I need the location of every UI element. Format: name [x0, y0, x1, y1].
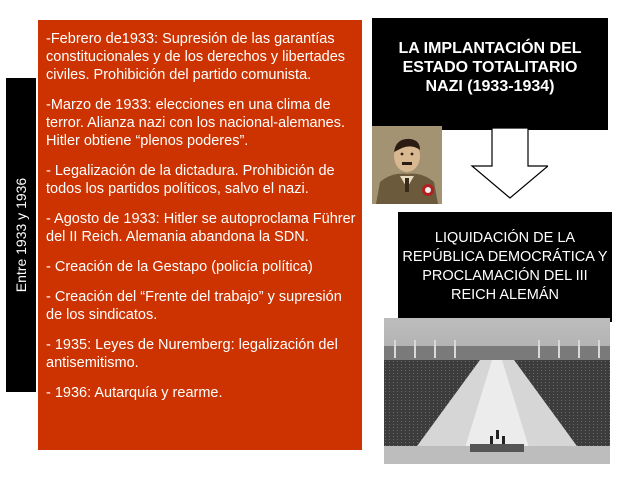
- portrait-illustration: [372, 126, 442, 204]
- events-panel: [38, 20, 362, 450]
- event-item: -Marzo de 1933: elecciones en una clima de terror. Alianza nazi con los nacional-alemanes. Hitler obtiene “plenos poderes”.: [46, 97, 346, 149]
- page-title: LA IMPLANTACIÓN DEL ESTADO TOTALITARIO NAZI (1933-1934): [398, 39, 582, 95]
- down-arrow-icon: [468, 110, 548, 200]
- rally-photo: [384, 318, 610, 464]
- portrait-photo: [372, 126, 442, 204]
- rally-illustration: [384, 318, 610, 464]
- event-item: - Agosto de 1933: Hitler se autoproclama Führer del II Reich. Alemania abandona la SDN.: [46, 211, 356, 245]
- result-text: LIQUIDACIÓN DE LA REPÚBLICA DEMOCRÁTICA Y PROCLAMACIÓN DEL III REICH ALEMÁN: [402, 230, 608, 303]
- event-item: - Creación del “Frente del trabajo” y supresión de los sindicatos.: [46, 289, 342, 323]
- result-panel: [398, 212, 612, 322]
- side-period-label: [6, 78, 36, 392]
- event-item: -Febrero de1933: Supresión de las garantías constitucionales y de los derechos y libertades civiles. Prohibición del partido comunista.: [46, 31, 346, 83]
- event-item: - Legalización de la dictadura. Prohibición de todos los partidos políticos, salvo el nazi.: [46, 163, 335, 197]
- event-item: - Creación de la Gestapo (policía política): [46, 259, 313, 275]
- event-item: - 1936: Autarquía y rearme.: [46, 385, 223, 401]
- side-period-text: Entre 1933 y 1936: [13, 177, 29, 293]
- event-item: - 1935: Leyes de Nuremberg: legalización del antisemitismo.: [46, 337, 338, 371]
